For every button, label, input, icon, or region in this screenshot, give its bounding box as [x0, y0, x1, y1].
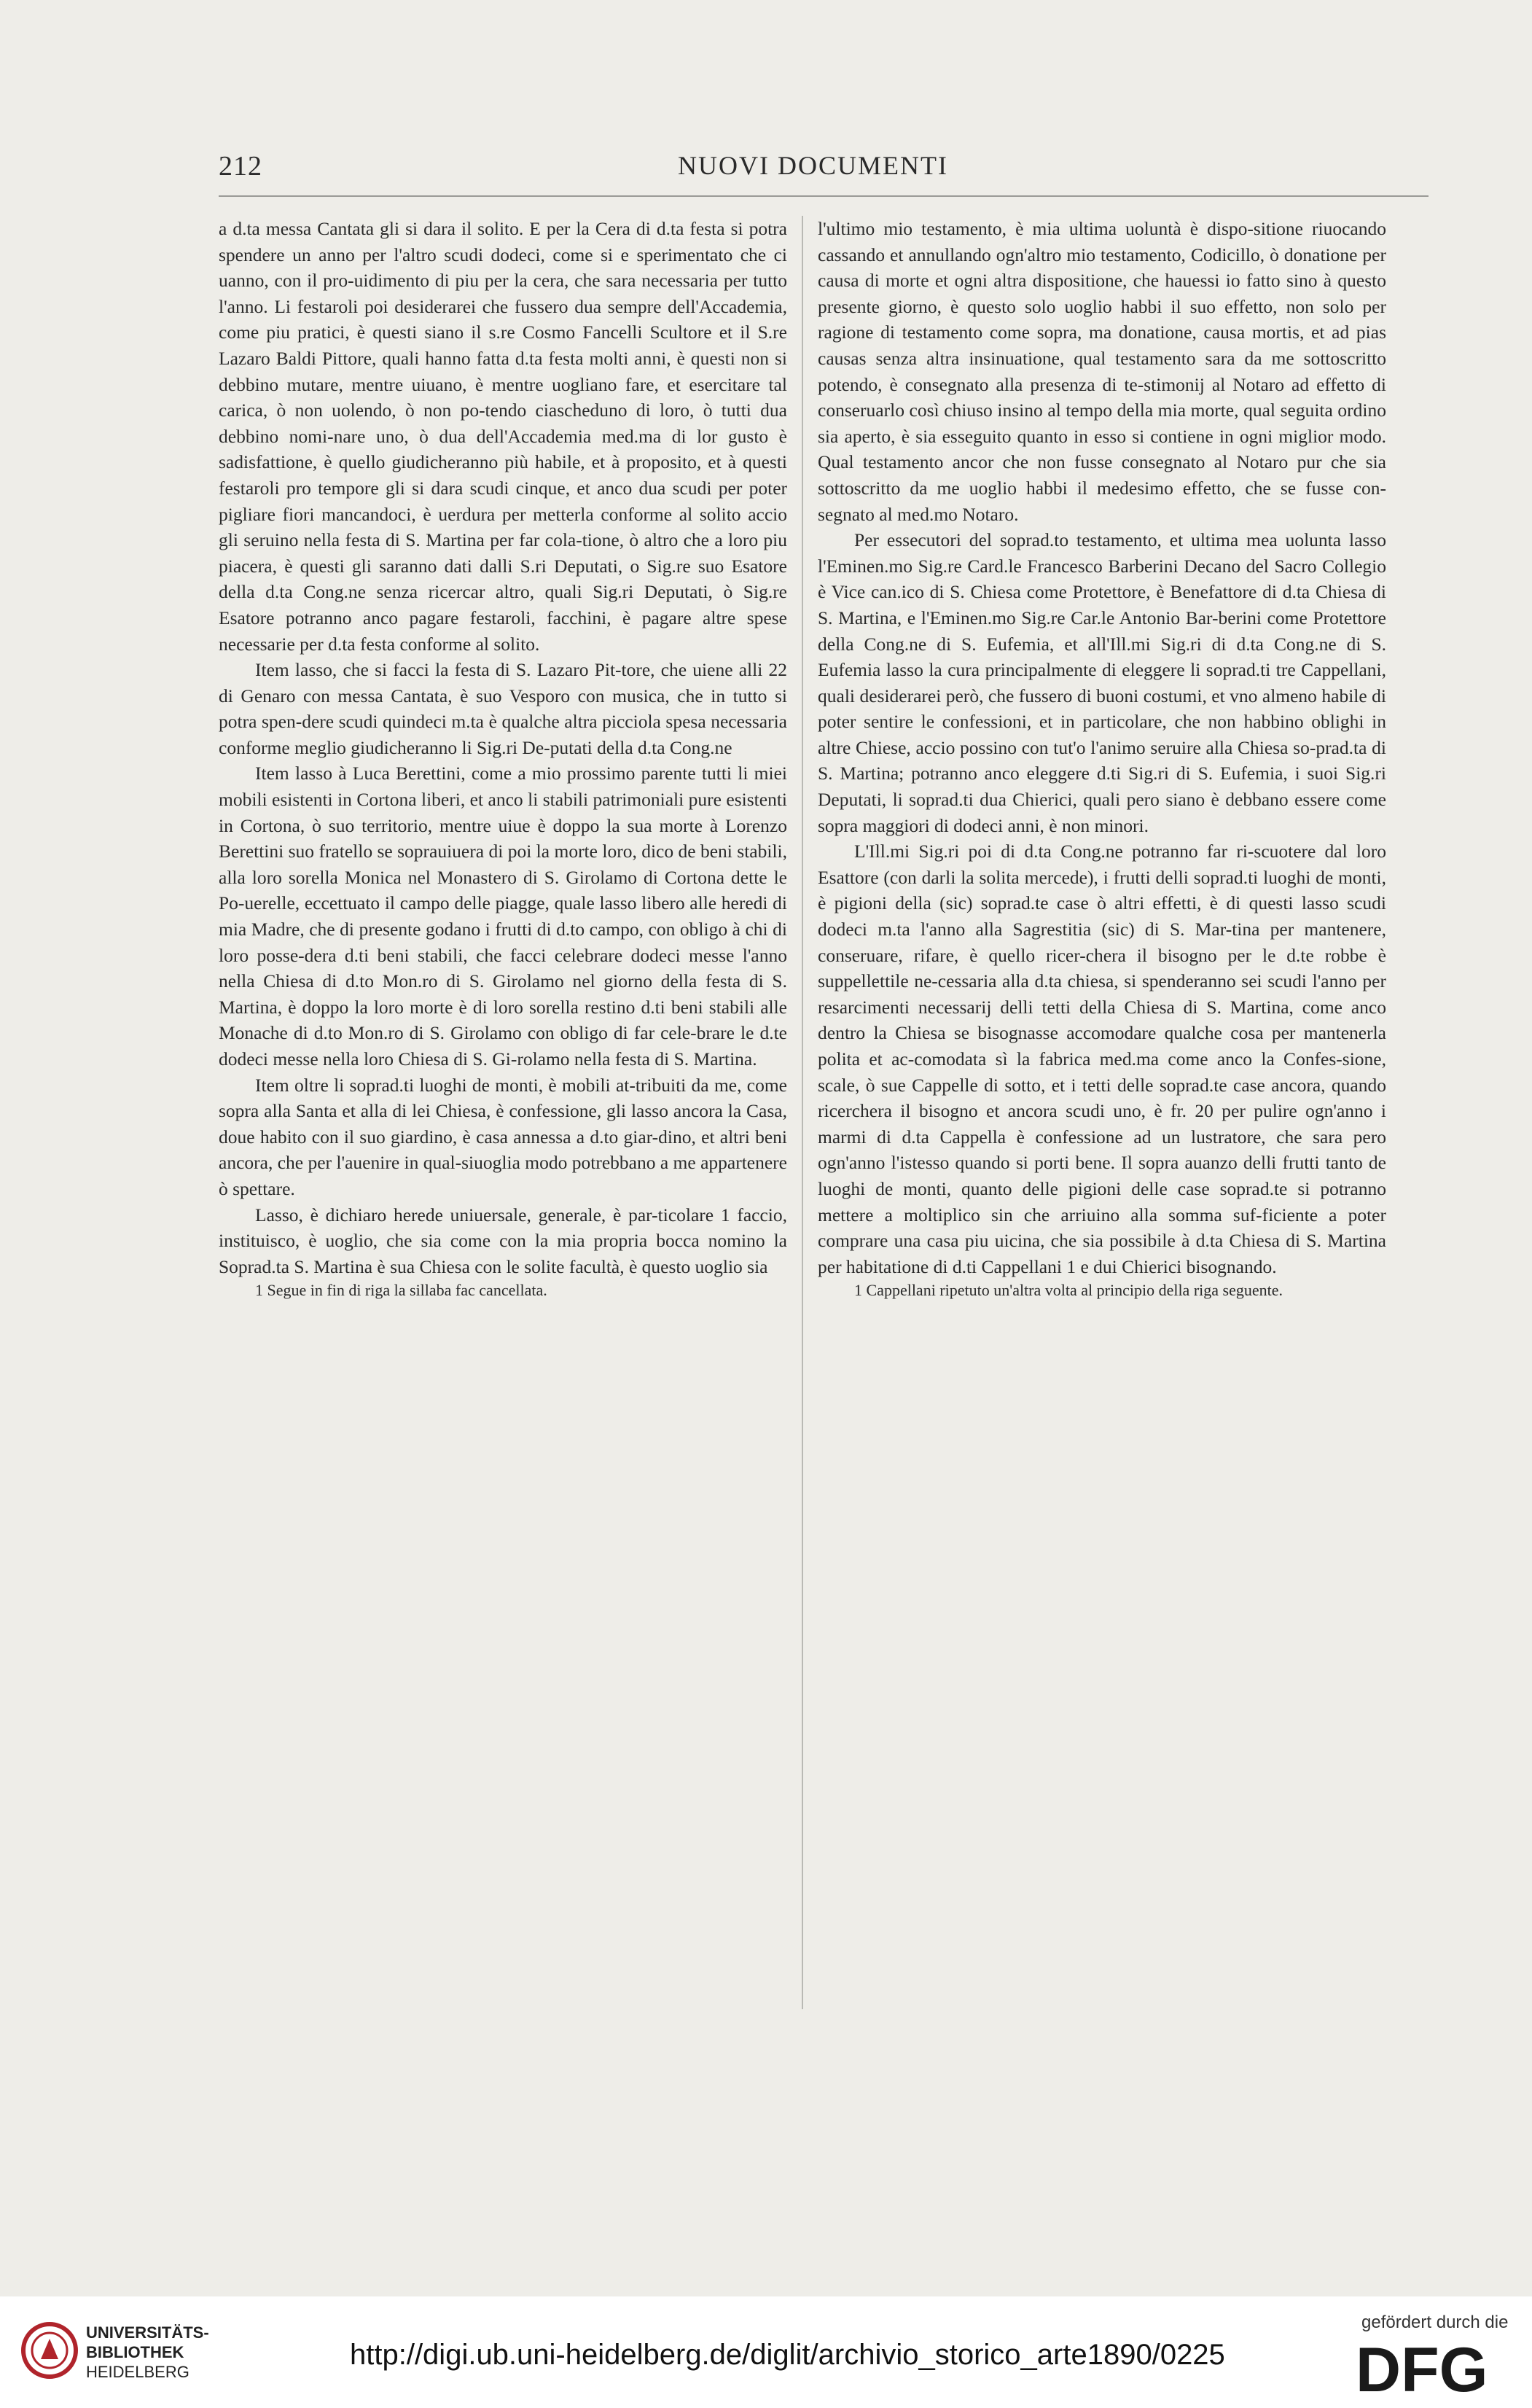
paragraph: Item lasso, che si facci la festa di S. Lazaro Pit-tore, che uiene alli 22 di Genaro con messa Cantata, è suo Vesporo con musica, che in tutto si potra spen-dere scudi quindeci m.ta è qualche altra picciola spesa necessaria conforme meglio giudicheranno li Sig.ri De-putati della d.ta Cong.ne [219, 659, 787, 758]
university-line: BIBLIOTHEK [86, 2343, 184, 2361]
permalink[interactable]: http://digi.ub.uni-heidelberg.de/diglit/archivio_storico_arte1890/0225 [350, 2339, 1225, 2371]
running-head: NUOVI DOCUMENTI [678, 151, 948, 180]
funded-by-label: gefördert durch die [1361, 2312, 1509, 2332]
left-column [219, 216, 787, 1301]
paragraph: Lasso, è dichiaro herede uniuersale, generale, è par-ticolare 1 faccio, instituisco, è uoglio, che sia come con la mia propria bocca nomino la Soprad.ta S. Martina è sua Chiesa con le solite facultà, è questo uoglio sia [219, 1204, 787, 1277]
paragraph: Item lasso à Luca Berettini, come a mio prossimo parente tutti li miei mobili esistenti in Cortona liberi, et anco li stabili patrimoniali pure esistenti in Cortona, ò suo territorio, mentre uiue è doppo la sua morte à Lorenzo Berettini suo fratello se soprauiuera di poi la morte loro, dico de beni stabili, alla loro sorella Monica nel Monastero di S. Girolamo di Cortona dette le Po-uerelle, eccettuato il campo delle piagge, quale lasso libero alle heredi di mia Madre, che di presente godano i frutti di d.to campo, con obligo à chi di loro posse-dera d.ti beni stabili, che facci celebrare dodeci messe l'anno nella Chiesa di d.to Mon.ro di S. Girolamo nel giorno della festa di S. Martina, è doppo la loro morte è di loro sorella restino d.ti beni stabili alle Monache di d.to Mon.ro di S. Girolamo con obligo di far cele-brare le d.te dodeci messe nella loro Chiesa di S. Gi-rolamo nella festa di S. Martina. [219, 763, 787, 1069]
page-header [219, 150, 1429, 194]
paragraph: L'Ill.mi Sig.ri poi di d.ta Cong.ne potranno far ri-scuotere dal loro Esattore (con darli la solita mercede), i frutti delli soprad.ti luoghi de monti, è pigioni della (sic) soprad.te case ò altri effetti, è di questi lasso scudi dodeci m.ta l'anno alla Sagrestitia (sic) di S. Mar-tina per mantenere, conseruare, rifare, è quello ricer-chera il bisogno per le d.te robbe è suppellettile ne-cessaria alla d.ta chiesa, si spenderanno sei scudi l'anno per resarcimenti necessarij delli tetti della Chiesa di S. Martina, come anco dentro la Chiesa se bisognasse accomodare qualche cosa per mantenerla polita et ac-comodata sì la fabrica med.ma come anco la Confes-sione, scale, ò sue Cappelle di sotto, et i tetti delle soprad.te case ancora, quando ricerchera il bisogno et ancora scudi uno, è fr. 20 per pulire ogn'anno i marmi di d.ta Cappella è confessione ad un lustratore, che sara pero ogn'anno l'istesso quando si porti bene. Il sopra auanzo delli frutti tanto de luoghi de monti, quanto delle pigioni delle case soprad.te si potranno mettere a moltiplico sin che arriuino alla somma suf-ficiente a poter comprare una casa piu uicina, che sia possibile à d.ta Chiesa di S. Martina per habitatione di d.ti Cappellani 1 e dui Chierici bisognando. [818, 841, 1386, 1277]
footnote: 1 Cappellani ripetuto un'altra volta al principio della riga seguente. [854, 1281, 1283, 1300]
footer-bar [0, 2296, 1532, 2408]
page-number: 212 [219, 151, 262, 182]
right-column [818, 216, 1386, 1301]
dfg-label: DFG [1356, 2339, 1488, 2397]
column-divider [802, 216, 803, 2009]
university-seal-icon [20, 2321, 79, 2380]
footnote: 1 Segue in fin di riga la sillaba fac cancellata. [255, 1281, 547, 1300]
header-rule [219, 195, 1429, 197]
paragraph: a d.ta messa Cantata gli si dara il solito. E per la Cera di d.ta festa si potra spendere un anno per l'altro scudi dodeci, come si e sperimentato che ci uanno, con il pro-uidimento di piu per la cera, che sara necessaria per tutto l'anno. Li festaroli poi desiderarei che fussero dua sempre dell'Accademia, come piu pratici, è questi siano il s.re Cosmo Fancelli Scultore et il S.re Lazaro Baldi Pittore, quali hanno fatta d.ta festa molti anni, è questi non si debbino mutare, mentre uiuano, è mentre uogliano fare, et esercitare tal carica, ò non uolendo, ò non po-tendo ciascheduno di loro, ò tutti dua debbino nomi-nare uno, ò dua dell'Accademia med.ma di lor gusto è sadisfattione, è quello giudicheranno più habile, et à proposito, et à questi festaroli pro tempore gli si dara scudi cinque, et anco dua scudi per poter pigliare fiori mancandoci, è uerdura per metterla conforme al solito accio gli seruino nella festa di S. Martina per far cola-tione, ò altro che a loro piu piacera, è questi gli saranno dati dalli S.ri Deputati, o Sig.re suo Esatore della d.ta Cong.ne senza ricercar altro, quali Sig.ri Deputati, ò Sig.re Esatore potranno anco pagare festaroli, facchini, è pagare altre spese necessarie per d.ta festa conforme al solito. [219, 218, 787, 655]
university-name [86, 2323, 209, 2382]
university-line: HEIDELBERG [86, 2363, 189, 2381]
paragraph: Per essecutori del soprad.to testamento, et ultima mea uolunta lasso l'Eminen.mo Sig.re Card.le Francesco Barberini Decano del Sacro Collegio è Vice can.ico di S. Chiesa come Protettore, è Benefattore di d.ta Chiesa di S. Martina, e l'Eminen.mo Sig.re Car.le Antonio Bar-berini come Protettore della Cong.ne di S. Eufemia, et all'Ill.mi Sig.ri di d.ta Cong.ne di S. Eufemia lasso la cura principalmente di eleggere li soprad.ti tre Cappellani, quali desiderarei però, che fussero di buoni costumi, et vno almeno habile di poter sentire le confessioni, et in particolare, che non habbino oblighi in altre Chiese, accio possino con tut'o l'animo seruire alla Chiesa so-prad.ta di S. Martina; potranno anco eleggere d.ti Sig.ri di S. Eufemia, i suoi Sig.ri Deputati, li soprad.ti dua Chierici, quali pero siano è debbano essere come sopra maggiori di dodeci anni, è non minori. [818, 529, 1386, 836]
dfg-logo-icon [1356, 2339, 1509, 2397]
paragraph: Item oltre li soprad.ti luoghi de monti, è mobili at-tribuiti da me, come sopra alla Santa et alla di lei Chiesa, è confessione, gli lasso ancora la Casa, doue habito con il suo giardino, è casa annessa a d.to giar-dino, et altri beni ancora, che per l'auenire in qual-siuoglia modo potrebbano a me appartenere ò spettare. [219, 1074, 787, 1199]
paragraph: l'ultimo mio testamento, è mia ultima uoluntà è dispo-sitione riuocando cassando et annullando ogn'altro mio testamento, Codicillo, ò donatione per causa di morte et ogni altra dispositione, che hauessi io fatto sino à questo presente giorno, è questo solo uoglio habbi il suo effetto, non solo per ragione di testamento come sopra, ma donatione, causa mortis, et ad pias causas senza altra insinuatione, qual testamento sara da me sottoscritto potendo, è consegnato alla presenza di te-stimonij al Notaro ad effetto di conseruarlo così chiuso insino al tempo della mia morte, qual seguita ordino sia aperto, è sia esseguito quanto in esso si contiene in ogni miglior modo. Qual testamento ancor che non fusse consegnato al Notaro pur che sia sottoscritto da me uoglio habbi il medesimo effetto, che se fusse con-segnato al med.mo Notaro. [818, 218, 1386, 525]
university-line: UNIVERSITÄTS- [86, 2323, 209, 2342]
